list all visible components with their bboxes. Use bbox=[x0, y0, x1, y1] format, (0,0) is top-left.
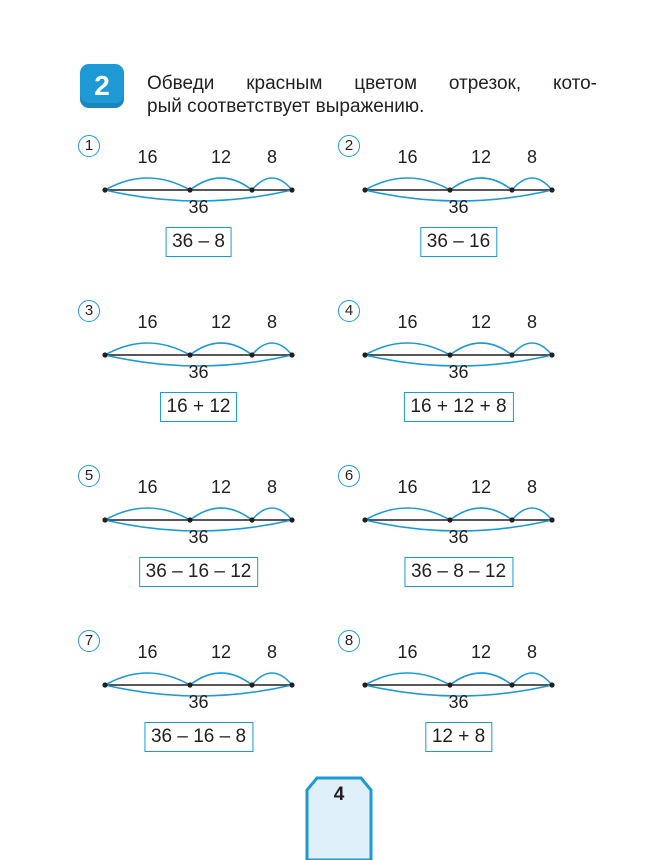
instruction-word: отрезок, bbox=[448, 73, 522, 94]
segment-point bbox=[102, 352, 107, 357]
segment-point bbox=[289, 517, 294, 522]
segment-point bbox=[289, 187, 294, 192]
total-value-label: 36 bbox=[188, 197, 209, 217]
segment-point bbox=[362, 187, 367, 192]
problem-card bbox=[78, 465, 358, 605]
problem-number: 4 bbox=[338, 300, 360, 322]
problem-card bbox=[338, 630, 618, 770]
total-value-label: 36 bbox=[448, 197, 469, 217]
problem-number: 8 bbox=[338, 630, 360, 652]
problem-number: 5 bbox=[78, 465, 100, 487]
task-number-badge bbox=[80, 64, 124, 108]
segment-point bbox=[249, 682, 254, 687]
problem-card bbox=[78, 135, 358, 275]
page-number: 4 bbox=[333, 784, 345, 805]
part-arc bbox=[450, 673, 512, 685]
part-arc bbox=[365, 178, 450, 190]
part-arc bbox=[365, 673, 450, 685]
segment-value-label: 8 bbox=[266, 312, 278, 332]
problem-number: 3 bbox=[78, 300, 100, 322]
part-arc bbox=[105, 343, 190, 355]
segment-value-label: 12 bbox=[470, 477, 492, 497]
problem-card bbox=[78, 630, 358, 770]
segment-point bbox=[187, 517, 192, 522]
segment-point bbox=[362, 682, 367, 687]
segment-value-label: 12 bbox=[470, 642, 492, 662]
segment-value-label: 16 bbox=[397, 477, 418, 497]
part-arc bbox=[190, 178, 252, 190]
segment-value-label: 16 bbox=[137, 642, 158, 662]
task-instruction bbox=[147, 72, 597, 118]
problem-number: 2 bbox=[338, 135, 360, 157]
segment-value-label: 16 bbox=[137, 477, 158, 497]
segment-value-label: 16 bbox=[137, 312, 158, 332]
part-arc bbox=[450, 508, 512, 520]
total-value-label: 36 bbox=[188, 527, 209, 547]
segment-point bbox=[509, 352, 514, 357]
segment-point bbox=[102, 187, 107, 192]
expression-box: 36 – 16 – 12 bbox=[139, 557, 259, 587]
problem-card bbox=[338, 465, 618, 605]
segment-value-label: 8 bbox=[526, 477, 538, 497]
segment-point bbox=[549, 352, 554, 357]
segment-value-label: 12 bbox=[210, 477, 232, 497]
segment-point bbox=[447, 187, 452, 192]
part-arc bbox=[190, 343, 252, 355]
expression-box: 36 – 16 bbox=[420, 227, 497, 257]
segment-value-label: 12 bbox=[470, 147, 492, 167]
expression-box: 16 + 12 bbox=[160, 392, 238, 422]
segment-point bbox=[509, 187, 514, 192]
segment-point bbox=[249, 517, 254, 522]
segment-point bbox=[102, 517, 107, 522]
segment-point bbox=[549, 187, 554, 192]
total-value-label: 36 bbox=[188, 692, 209, 712]
instruction-word: кото- bbox=[552, 73, 597, 94]
problem-card bbox=[338, 135, 618, 275]
segment-point bbox=[187, 187, 192, 192]
instruction-line-1 bbox=[147, 72, 597, 95]
problem-number: 1 bbox=[78, 135, 100, 157]
segment-point bbox=[249, 187, 254, 192]
part-arc bbox=[512, 178, 552, 190]
segment-value-label: 16 bbox=[397, 147, 418, 167]
segment-point bbox=[187, 682, 192, 687]
part-arc bbox=[190, 508, 252, 520]
expression-box: 36 – 16 – 8 bbox=[144, 722, 253, 752]
total-value-label: 36 bbox=[448, 362, 469, 382]
segment-value-label: 16 bbox=[397, 312, 418, 332]
segment-value-label: 8 bbox=[266, 477, 278, 497]
segment-point bbox=[509, 517, 514, 522]
segment-point bbox=[102, 682, 107, 687]
part-arc bbox=[512, 343, 552, 355]
segment-point bbox=[289, 352, 294, 357]
part-arc bbox=[105, 673, 190, 685]
expression-box: 36 – 8 bbox=[165, 227, 232, 257]
page-number-tab bbox=[305, 776, 373, 860]
problem-number: 6 bbox=[338, 465, 360, 487]
segment-value-label: 8 bbox=[266, 642, 278, 662]
segment-value-label: 8 bbox=[526, 642, 538, 662]
part-arc bbox=[105, 178, 190, 190]
instruction-word: красным bbox=[246, 73, 323, 94]
part-arc bbox=[365, 343, 450, 355]
segment-value-label: 12 bbox=[210, 642, 232, 662]
part-arc bbox=[512, 673, 552, 685]
segment-point bbox=[447, 517, 452, 522]
expression-box: 12 + 8 bbox=[425, 722, 492, 752]
segment-point bbox=[509, 682, 514, 687]
expression-box: 16 + 12 + 8 bbox=[403, 392, 513, 422]
segment-point bbox=[289, 682, 294, 687]
part-arc bbox=[105, 508, 190, 520]
segment-point bbox=[362, 517, 367, 522]
total-value-label: 36 bbox=[448, 527, 469, 547]
problem-card bbox=[338, 300, 618, 440]
segment-value-label: 8 bbox=[526, 147, 538, 167]
instruction-word: цветом bbox=[354, 73, 418, 94]
part-arc bbox=[252, 673, 292, 685]
total-value-label: 36 bbox=[448, 692, 469, 712]
segment-value-label: 16 bbox=[397, 642, 418, 662]
segment-value-label: 12 bbox=[210, 312, 232, 332]
segment-point bbox=[362, 352, 367, 357]
part-arc bbox=[252, 508, 292, 520]
part-arc bbox=[450, 178, 512, 190]
part-arc bbox=[252, 343, 292, 355]
segment-point bbox=[187, 352, 192, 357]
segment-value-label: 12 bbox=[470, 312, 492, 332]
instruction-word: Обведи bbox=[147, 73, 215, 94]
part-arc bbox=[365, 508, 450, 520]
segment-value-label: 12 bbox=[210, 147, 232, 167]
expression-box: 36 – 8 – 12 bbox=[404, 557, 513, 587]
segment-value-label: 8 bbox=[266, 147, 278, 167]
segment-point bbox=[249, 352, 254, 357]
problem-number: 7 bbox=[78, 630, 100, 652]
segment-point bbox=[447, 352, 452, 357]
part-arc bbox=[190, 673, 252, 685]
problem-card bbox=[78, 300, 358, 440]
segment-value-label: 16 bbox=[137, 147, 158, 167]
task-number: 2 bbox=[94, 70, 110, 101]
part-arc bbox=[450, 343, 512, 355]
part-arc bbox=[512, 508, 552, 520]
part-arc bbox=[252, 178, 292, 190]
segment-point bbox=[549, 517, 554, 522]
total-value-label: 36 bbox=[188, 362, 209, 382]
segment-value-label: 8 bbox=[526, 312, 538, 332]
segment-point bbox=[549, 682, 554, 687]
instruction-line-2: рый соответствует выражению. bbox=[147, 96, 425, 117]
segment-point bbox=[447, 682, 452, 687]
